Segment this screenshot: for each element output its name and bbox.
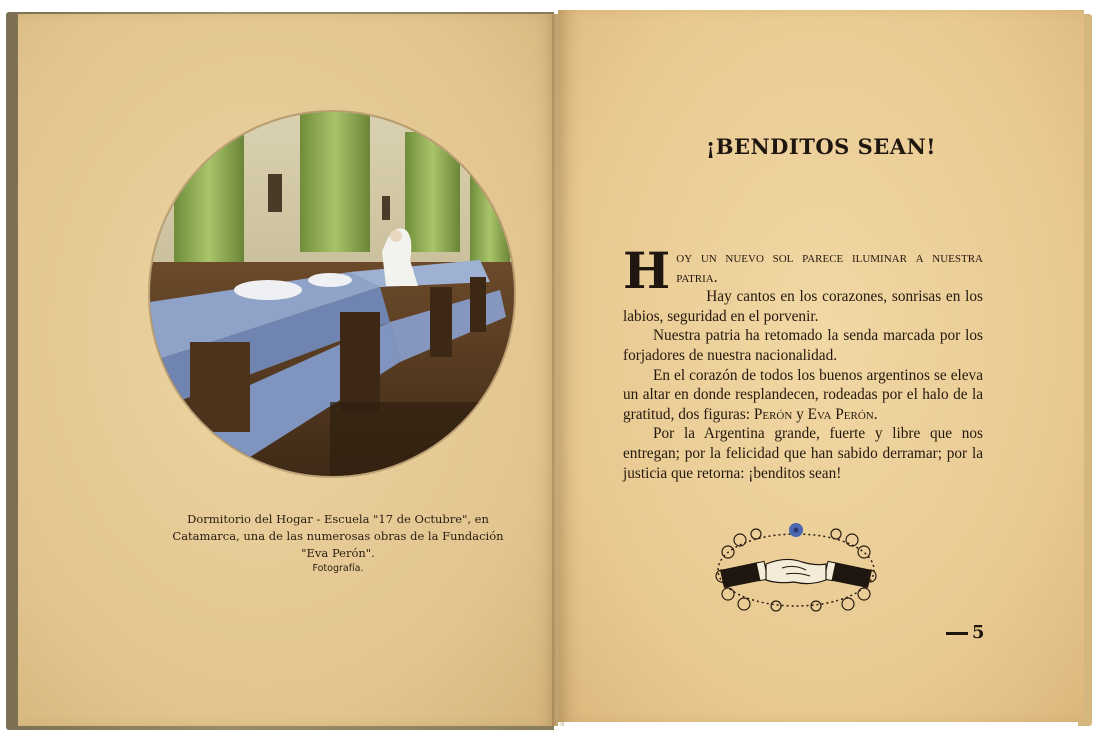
right-page: [558, 10, 1084, 722]
paragraph-4: En el corazón de todos los buenos argentinos se eleva un altar en donde resplandecen, rodeadas por el halo de la gratitud, dos figuras: Perón y Eva Perón.: [623, 366, 983, 423]
page-number-dash: [946, 632, 968, 635]
photo-credit: Fotografía.: [312, 563, 364, 574]
page-number: [946, 622, 985, 643]
paragraph-3: Nuestra patria ha retomado la senda marcada por los forjadores de nuestra nacionalidad.: [623, 327, 983, 364]
body-text: [623, 241, 983, 483]
page-number-value: 5: [972, 622, 985, 643]
paragraph-2: Hay cantos en los corazones, sonrisas en los labios, seguridad en el porvenir.: [623, 288, 983, 325]
name-conjunction: y: [796, 405, 804, 423]
name-peron: Perón: [753, 405, 793, 423]
name-eva-peron: Eva Perón: [807, 405, 874, 423]
left-page: [18, 14, 558, 726]
photo-caption: Dormitorio del Hogar - Escuela "17 de Octubre", en Catamarca, una de las numerosas obras de la Fundación "Eva Perón".: [172, 512, 504, 560]
handshake-flowers-emblem-icon: [706, 518, 886, 614]
drop-cap: H: [623, 241, 671, 300]
page-title: ¡BENDITOS SEAN!: [706, 134, 936, 159]
open-book: [6, 8, 1092, 730]
paragraph-1: [623, 241, 983, 300]
paragraph-1-text: oy un nuevo sol parece iluminar a nuestra patria.: [676, 249, 983, 286]
paragraph-4-text: En el corazón de todos los buenos argentinos se eleva un altar en donde resplandecen, rodeadas por el halo de la gratitud, dos figuras:: [623, 366, 983, 423]
paragraph-5: Por la Argentina grande, fuerte y libre que nos entregan; por la felicidad que han sabido derramar; por la justicia que retorna: ¡benditos sean!: [623, 425, 983, 482]
dormitory-photo-icon: [150, 112, 514, 476]
